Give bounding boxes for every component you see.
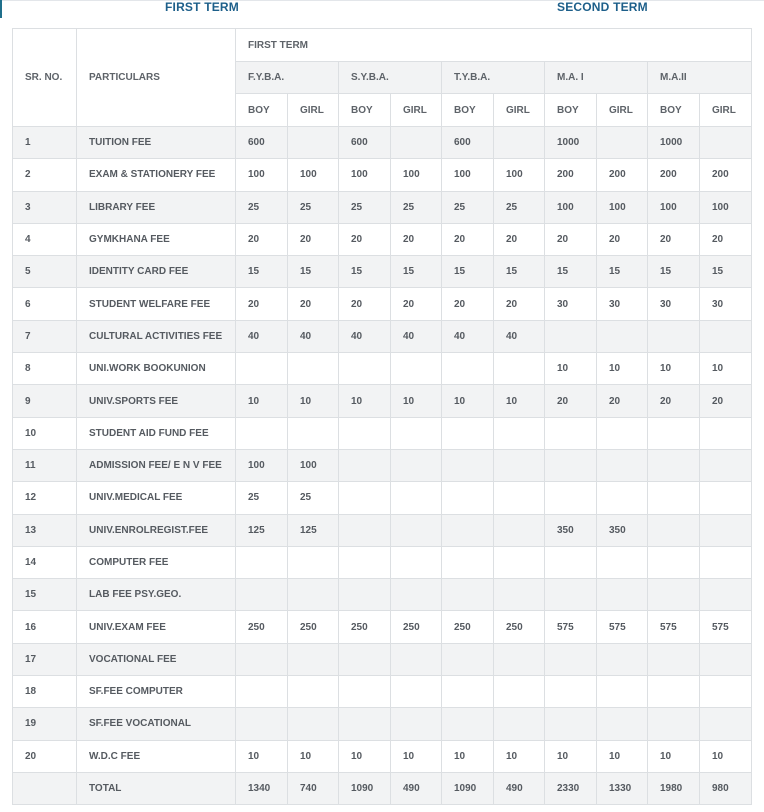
fee-value-cell: 20: [597, 223, 648, 255]
table-row: [13, 256, 752, 288]
fee-value-cell: [648, 449, 700, 481]
fee-value-cell: [494, 514, 545, 546]
particular-cell: LIBRARY FEE: [77, 191, 236, 223]
fee-value-cell: 20: [391, 223, 442, 255]
particular-cell: UNIV.SPORTS FEE: [77, 385, 236, 417]
table-row: [13, 288, 752, 320]
table-row: [13, 546, 752, 578]
fee-value-cell: [442, 417, 494, 449]
fee-value-cell: 20: [648, 223, 700, 255]
fee-value-cell: 250: [339, 611, 391, 643]
fee-value-cell: [391, 676, 442, 708]
fee-value-cell: 20: [494, 288, 545, 320]
sr-no-cell: 10: [13, 417, 77, 449]
particular-cell: UNIV.MEDICAL FEE: [77, 482, 236, 514]
fee-value-cell: [391, 417, 442, 449]
fee-value-cell: [648, 482, 700, 514]
fee-value-cell: [545, 482, 597, 514]
fee-value-cell: [597, 708, 648, 740]
fee-value-cell: 15: [494, 256, 545, 288]
particular-cell: UNI.WORK BOOKUNION: [77, 353, 236, 385]
fee-value-cell: [494, 708, 545, 740]
fee-value-cell: [339, 708, 391, 740]
fee-value-cell: 40: [391, 320, 442, 352]
fee-value-cell: 30: [545, 288, 597, 320]
fee-value-cell: [288, 643, 339, 675]
fee-value-cell: [494, 449, 545, 481]
fee-value-cell: 10: [597, 740, 648, 772]
fee-value-cell: 20: [597, 385, 648, 417]
fee-value-cell: 20: [494, 223, 545, 255]
fee-value-cell: [288, 353, 339, 385]
fee-value-cell: [700, 417, 752, 449]
fee-value-cell: [442, 353, 494, 385]
fee-value-cell: [442, 676, 494, 708]
fee-value-cell: [339, 514, 391, 546]
fee-value-cell: 980: [700, 772, 752, 804]
fee-value-cell: [391, 546, 442, 578]
fee-value-cell: [494, 353, 545, 385]
fee-value-cell: 20: [700, 223, 752, 255]
fee-value-cell: 600: [339, 127, 391, 159]
sr-no-cell: 20: [13, 740, 77, 772]
second-term-heading: SECOND TERM: [557, 0, 648, 14]
fee-value-cell: [700, 449, 752, 481]
fee-value-cell: 100: [288, 159, 339, 191]
fee-value-cell: 20: [288, 288, 339, 320]
fee-value-cell: [648, 579, 700, 611]
top-divider: [2, 0, 764, 1]
particular-cell: CULTURAL ACTIVITIES FEE: [77, 320, 236, 352]
class-header-ma1: M.A. I: [545, 62, 648, 94]
fee-value-cell: [700, 320, 752, 352]
fee-value-cell: 25: [236, 482, 288, 514]
fee-value-cell: 10: [545, 353, 597, 385]
fee-value-cell: 100: [700, 191, 752, 223]
fee-value-cell: 25: [442, 191, 494, 223]
fee-value-cell: 20: [648, 385, 700, 417]
fee-value-cell: [339, 417, 391, 449]
sr-no-cell: 7: [13, 320, 77, 352]
girl-header: GIRL: [597, 94, 648, 127]
fee-value-cell: [391, 643, 442, 675]
fee-value-cell: [545, 546, 597, 578]
fee-value-cell: [391, 449, 442, 481]
fee-value-cell: 25: [339, 191, 391, 223]
particular-cell: ADMISSION FEE/ E N V FEE: [77, 449, 236, 481]
total-row: [13, 772, 752, 804]
fee-value-cell: 20: [442, 223, 494, 255]
particular-cell: COMPUTER FEE: [77, 546, 236, 578]
fee-value-cell: [236, 579, 288, 611]
fee-value-cell: 250: [236, 611, 288, 643]
fee-value-cell: [442, 579, 494, 611]
sr-no-cell: 4: [13, 223, 77, 255]
particular-cell: IDENTITY CARD FEE: [77, 256, 236, 288]
fee-value-cell: 125: [288, 514, 339, 546]
fee-value-cell: 20: [236, 223, 288, 255]
fee-value-cell: [648, 643, 700, 675]
table-row: [13, 482, 752, 514]
fee-value-cell: [700, 579, 752, 611]
first-term-heading: FIRST TERM: [165, 0, 239, 14]
fee-value-cell: [391, 514, 442, 546]
fee-value-cell: 10: [700, 740, 752, 772]
table-row: [13, 740, 752, 772]
fee-value-cell: 15: [648, 256, 700, 288]
fee-value-cell: 100: [648, 191, 700, 223]
fee-value-cell: [442, 449, 494, 481]
fee-value-cell: [391, 127, 442, 159]
fee-value-cell: [339, 449, 391, 481]
sr-no-cell: 11: [13, 449, 77, 481]
fee-value-cell: 10: [700, 353, 752, 385]
table-row: [13, 223, 752, 255]
fee-value-cell: 575: [545, 611, 597, 643]
fee-value-cell: 100: [288, 449, 339, 481]
fee-value-cell: [545, 643, 597, 675]
fee-value-cell: 250: [391, 611, 442, 643]
fee-value-cell: 20: [339, 288, 391, 320]
fee-value-cell: 20: [700, 385, 752, 417]
particular-cell: TOTAL: [77, 772, 236, 804]
fee-value-cell: 1090: [339, 772, 391, 804]
fee-value-cell: 40: [494, 320, 545, 352]
fee-value-cell: [597, 579, 648, 611]
left-accent-bar: [0, 0, 2, 18]
table-row: [13, 611, 752, 643]
fee-value-cell: 15: [339, 256, 391, 288]
fee-value-cell: [545, 579, 597, 611]
fee-value-cell: [339, 579, 391, 611]
fee-value-cell: 15: [545, 256, 597, 288]
fee-value-cell: [494, 676, 545, 708]
fee-value-cell: [597, 546, 648, 578]
fee-value-cell: 40: [442, 320, 494, 352]
fee-value-cell: [288, 417, 339, 449]
fee-value-cell: [700, 546, 752, 578]
particular-cell: GYMKHANA FEE: [77, 223, 236, 255]
table-row: [13, 708, 752, 740]
particular-cell: LAB FEE PSY.GEO.: [77, 579, 236, 611]
fee-value-cell: [648, 514, 700, 546]
table-row: [13, 643, 752, 675]
fee-value-cell: 10: [648, 353, 700, 385]
fee-value-cell: [391, 708, 442, 740]
fee-value-cell: [391, 482, 442, 514]
girl-header: GIRL: [700, 94, 752, 127]
fee-value-cell: 10: [442, 740, 494, 772]
fee-value-cell: 100: [597, 191, 648, 223]
table-row: [13, 676, 752, 708]
fee-value-cell: 600: [442, 127, 494, 159]
fee-value-cell: 15: [597, 256, 648, 288]
fee-value-cell: 20: [288, 223, 339, 255]
fee-value-cell: 25: [288, 482, 339, 514]
sr-no-cell: [13, 772, 77, 804]
sr-no-cell: 19: [13, 708, 77, 740]
sr-no-header: SR. NO.: [13, 29, 77, 127]
fee-value-cell: [545, 708, 597, 740]
boy-header: BOY: [339, 94, 391, 127]
fee-value-cell: [494, 643, 545, 675]
fee-value-cell: [648, 417, 700, 449]
fee-value-cell: 10: [494, 385, 545, 417]
fee-value-cell: 200: [648, 159, 700, 191]
fee-value-cell: 1330: [597, 772, 648, 804]
fee-value-cell: [494, 482, 545, 514]
fee-value-cell: [442, 643, 494, 675]
class-header-fyba: F.Y.B.A.: [236, 62, 339, 94]
fee-value-cell: 20: [442, 288, 494, 320]
table-row: [13, 353, 752, 385]
fee-value-cell: 100: [236, 449, 288, 481]
fee-value-cell: 10: [339, 385, 391, 417]
girl-header: GIRL: [288, 94, 339, 127]
fee-value-cell: 15: [700, 256, 752, 288]
fee-value-cell: 100: [545, 191, 597, 223]
sr-no-cell: 14: [13, 546, 77, 578]
fee-value-cell: 200: [700, 159, 752, 191]
table-row: [13, 417, 752, 449]
fee-value-cell: 25: [494, 191, 545, 223]
fee-value-cell: 20: [339, 223, 391, 255]
fee-value-cell: 40: [339, 320, 391, 352]
fee-value-cell: 600: [236, 127, 288, 159]
fee-value-cell: 10: [391, 740, 442, 772]
fee-value-cell: [339, 482, 391, 514]
fee-value-cell: [700, 643, 752, 675]
fee-value-cell: [442, 708, 494, 740]
fee-value-cell: [391, 353, 442, 385]
fee-value-cell: 100: [442, 159, 494, 191]
fee-value-cell: [339, 546, 391, 578]
fee-value-cell: [597, 320, 648, 352]
fee-value-cell: [391, 579, 442, 611]
fee-value-cell: [339, 353, 391, 385]
particular-cell: UNIV.EXAM FEE: [77, 611, 236, 643]
table-row: [13, 159, 752, 191]
fee-value-cell: 350: [545, 514, 597, 546]
fee-value-cell: [236, 417, 288, 449]
class-header-tyba: T.Y.B.A.: [442, 62, 545, 94]
fee-value-cell: 10: [648, 740, 700, 772]
fee-value-cell: 100: [236, 159, 288, 191]
fee-value-cell: [494, 579, 545, 611]
fee-value-cell: 740: [288, 772, 339, 804]
boy-header: BOY: [545, 94, 597, 127]
fee-value-cell: [597, 417, 648, 449]
particular-cell: SF.FEE COMPUTER: [77, 676, 236, 708]
fee-value-cell: 575: [597, 611, 648, 643]
fee-value-cell: 575: [648, 611, 700, 643]
particulars-header: PARTICULARS: [77, 29, 236, 127]
fee-value-cell: [597, 676, 648, 708]
fee-value-cell: 10: [545, 740, 597, 772]
sr-no-cell: 17: [13, 643, 77, 675]
fee-value-cell: 15: [391, 256, 442, 288]
fee-value-cell: 490: [494, 772, 545, 804]
fee-value-cell: 125: [236, 514, 288, 546]
fee-value-cell: [236, 676, 288, 708]
fee-value-cell: [494, 417, 545, 449]
fee-value-cell: 10: [288, 385, 339, 417]
fee-value-cell: [597, 643, 648, 675]
fee-value-cell: 25: [391, 191, 442, 223]
fee-value-cell: [339, 676, 391, 708]
table-row: [13, 127, 752, 159]
fee-value-cell: 575: [700, 611, 752, 643]
table-row: [13, 514, 752, 546]
girl-header: GIRL: [494, 94, 545, 127]
fee-value-cell: 20: [545, 223, 597, 255]
fee-value-cell: 40: [288, 320, 339, 352]
fee-table-body: [13, 127, 752, 805]
fee-value-cell: [236, 546, 288, 578]
sr-no-cell: 15: [13, 579, 77, 611]
fee-value-cell: [700, 482, 752, 514]
fee-value-cell: [288, 708, 339, 740]
sr-no-cell: 3: [13, 191, 77, 223]
fee-value-cell: 15: [236, 256, 288, 288]
fee-value-cell: 200: [545, 159, 597, 191]
fee-value-cell: 490: [391, 772, 442, 804]
fee-value-cell: 10: [236, 740, 288, 772]
particular-cell: STUDENT AID FUND FEE: [77, 417, 236, 449]
fee-value-cell: 25: [236, 191, 288, 223]
fee-value-cell: 20: [391, 288, 442, 320]
sr-no-cell: 12: [13, 482, 77, 514]
fee-value-cell: [442, 546, 494, 578]
sr-no-cell: 5: [13, 256, 77, 288]
term-header: FIRST TERM: [236, 29, 752, 62]
sr-no-cell: 6: [13, 288, 77, 320]
fee-value-cell: 15: [442, 256, 494, 288]
fee-value-cell: 10: [391, 385, 442, 417]
fee-value-cell: 1980: [648, 772, 700, 804]
fee-value-cell: 30: [648, 288, 700, 320]
boy-header: BOY: [442, 94, 494, 127]
fee-value-cell: [700, 514, 752, 546]
table-row: [13, 449, 752, 481]
fee-value-cell: [288, 579, 339, 611]
particular-cell: SF.FEE VOCATIONAL: [77, 708, 236, 740]
fee-value-cell: [339, 643, 391, 675]
boy-header: BOY: [236, 94, 288, 127]
particular-cell: UNIV.ENROLREGIST.FEE: [77, 514, 236, 546]
fee-value-cell: [236, 708, 288, 740]
fee-value-cell: 10: [494, 740, 545, 772]
sr-no-cell: 1: [13, 127, 77, 159]
fee-value-cell: 40: [236, 320, 288, 352]
boy-header: BOY: [648, 94, 700, 127]
sr-no-cell: 13: [13, 514, 77, 546]
sr-no-cell: 9: [13, 385, 77, 417]
fee-value-cell: [597, 127, 648, 159]
fee-structure-table: [12, 28, 752, 805]
particular-cell: VOCATIONAL FEE: [77, 643, 236, 675]
fee-value-cell: [648, 676, 700, 708]
table-row: [13, 320, 752, 352]
fee-value-cell: [494, 127, 545, 159]
sr-no-cell: 18: [13, 676, 77, 708]
particular-cell: STUDENT WELFARE FEE: [77, 288, 236, 320]
fee-value-cell: [648, 320, 700, 352]
fee-value-cell: 250: [442, 611, 494, 643]
fee-value-cell: [648, 708, 700, 740]
fee-value-cell: 25: [288, 191, 339, 223]
girl-header: GIRL: [391, 94, 442, 127]
fee-value-cell: 100: [391, 159, 442, 191]
sr-no-cell: 16: [13, 611, 77, 643]
fee-value-cell: [236, 643, 288, 675]
fee-value-cell: [442, 482, 494, 514]
fee-value-cell: 350: [597, 514, 648, 546]
fee-value-cell: 200: [597, 159, 648, 191]
fee-value-cell: [288, 546, 339, 578]
sr-no-cell: 2: [13, 159, 77, 191]
fee-value-cell: 20: [236, 288, 288, 320]
fee-value-cell: [597, 449, 648, 481]
fee-value-cell: [545, 320, 597, 352]
fee-value-cell: [648, 546, 700, 578]
fee-value-cell: 100: [494, 159, 545, 191]
particular-cell: W.D.C FEE: [77, 740, 236, 772]
fee-value-cell: [545, 449, 597, 481]
fee-value-cell: [700, 708, 752, 740]
fee-value-cell: 100: [339, 159, 391, 191]
particular-cell: EXAM & STATIONERY FEE: [77, 159, 236, 191]
class-header-syba: S.Y.B.A.: [339, 62, 442, 94]
fee-value-cell: 2330: [545, 772, 597, 804]
fee-value-cell: 1340: [236, 772, 288, 804]
fee-value-cell: 10: [288, 740, 339, 772]
fee-value-cell: 30: [700, 288, 752, 320]
fee-value-cell: [288, 127, 339, 159]
table-row: [13, 579, 752, 611]
fee-value-cell: 1000: [545, 127, 597, 159]
fee-value-cell: [288, 676, 339, 708]
table-row: [13, 385, 752, 417]
table-row: [13, 191, 752, 223]
fee-value-cell: 20: [545, 385, 597, 417]
fee-value-cell: 10: [442, 385, 494, 417]
fee-value-cell: [545, 676, 597, 708]
fee-value-cell: [700, 676, 752, 708]
fee-value-cell: 1090: [442, 772, 494, 804]
fee-value-cell: 10: [339, 740, 391, 772]
fee-value-cell: [597, 482, 648, 514]
fee-value-cell: 250: [288, 611, 339, 643]
fee-value-cell: [545, 417, 597, 449]
fee-value-cell: [442, 514, 494, 546]
fee-value-cell: 250: [494, 611, 545, 643]
fee-value-cell: 1000: [648, 127, 700, 159]
fee-value-cell: [236, 353, 288, 385]
fee-value-cell: 15: [288, 256, 339, 288]
sr-no-cell: 8: [13, 353, 77, 385]
particular-cell: TUITION FEE: [77, 127, 236, 159]
fee-value-cell: [494, 546, 545, 578]
class-header-ma2: M.A.II: [648, 62, 752, 94]
fee-value-cell: [700, 127, 752, 159]
fee-value-cell: 10: [236, 385, 288, 417]
fee-value-cell: 30: [597, 288, 648, 320]
fee-value-cell: 10: [597, 353, 648, 385]
